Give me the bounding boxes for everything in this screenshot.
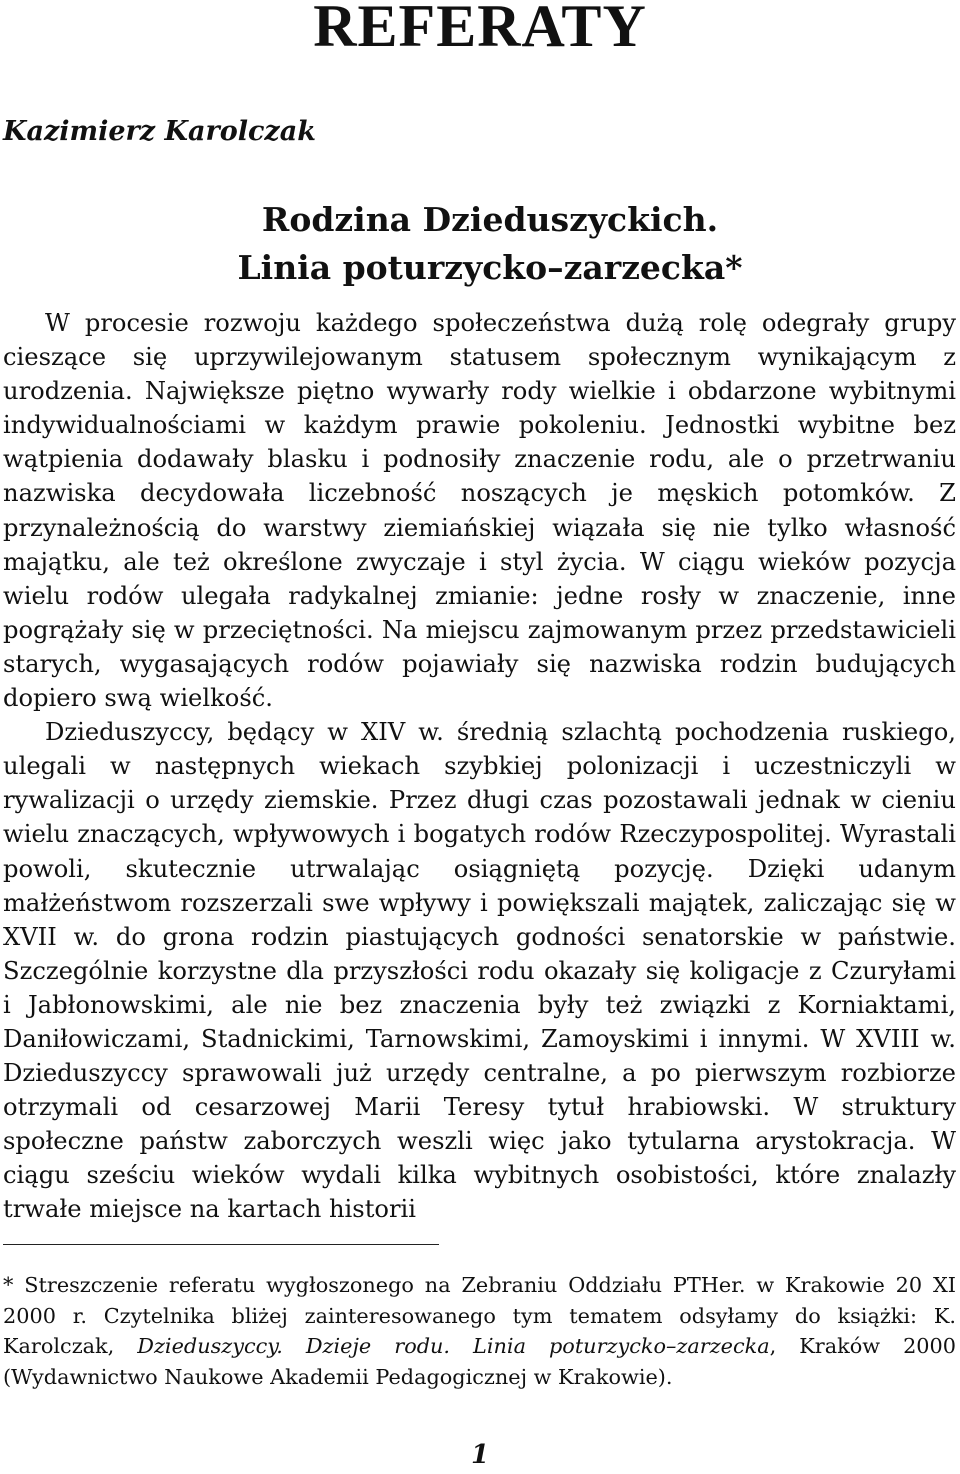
footnote-book-title: Dzieduszyccy. Dzieje rodu. Linia poturzycko–zarzecka (137, 1334, 770, 1358)
footnote-text-end: , Kraków 2000 (Wydawnictwo Naukowe Akademii Pedagogicznej w Krakowie). (3, 1334, 956, 1389)
page-number: 1 (470, 1440, 490, 1470)
article-author: Kazimierz Karolczak (3, 116, 316, 147)
footnote-text-start: * Streszczenie referatu wygłoszonego na Zebraniu Oddziału PTHer. w Krakowie 20 XI 2000 r. Czytelnika bliżej zainteresowanego tym tematem odsyłamy do książki: K. Karolczak, (3, 1273, 956, 1358)
body-paragraph-2: Dzieduszyccy, będący w XIV w. średnią szlachtą pochodzenia ruskiego, ulegali w następnych wiekach szybkiej polonizacji i uczestniczyli w rywalizacji o urzędy ziemskie. Przez długi czas pozostawali jednak w cieniu wielu znaczących, wpływowych i bogatych rodów Rzeczypospolitej. Wyrastali powoli, skutecznie utrwalając osiągniętą pozycję. Dzięki udanym małżeństwom rozszerzali swe wpływy i powiększali majątek, zaliczając się w XVII w. do grona rodzin piastujących godności senatorskie w państwie. Szczególnie korzystne dla przyszłości rodu okazały się koligacje z Czuryłami i Jabłonowskimi, ale nie bez znaczenia były też związki z Korniaktami, Daniłowiczami, Stadnickimi, Tarnowskimi, Zamoyskimi i innymi. W XVIII w. Dzieduszyccy sprawowali już urzędy centralne, a po pierwszym rozbiorze otrzymali od cesarzowej Marii Teresy tytuł hrabiowski. W struktury społeczne państw zaborczych weszli więc jako tytularna arystokracja. W ciągu sześciu wieków wydali kilka wybitnych osobistości, które znalazły trwałe miejsce na kartach historii (3, 718, 956, 1224)
article-title-line-1: Rodzina Dzieduszyckich. (261, 200, 719, 239)
article-title (0, 196, 960, 292)
article-title-line-2: Linia poturzycko–zarzecka* (237, 248, 743, 287)
footnote (3, 1270, 956, 1392)
body-paragraph-1: W procesie rozwoju każdego społeczeństwa dużą rolę odegrały grupy cieszące się uprzywilejowanym statusem społecznym wynikającym z urodzenia. Największe piętno wywarły rody wielkie i obdarzone wybitnymi indywidualnościami w każdym prawie pokoleniu. Jednostki wybitne bez wątpienia dodawały blasku i podnosiły znaczenie rodu, ale o przetrwaniu nazwiska decydowała liczebność noszących je męskich potomków. Z przynależnością do warstwy ziemiańskiej wiązała się nie tylko własność majątku, ale też określone zwyczaje i styl życia. W ciągu wieków pozycja wielu rodów ulegała radykalnej zmianie: jedne rosły w znaczenie, inne pogrążały się w przeciętności. Na miejscu zajmowanym przez przedstawicieli starych, wygasających rodów pojawiały się nazwiska rodzin budujących dopiero swą wielkość. (3, 309, 956, 713)
section-header: REFERATY (313, 0, 647, 59)
article-body (3, 306, 956, 1227)
footnote-divider (3, 1244, 439, 1245)
